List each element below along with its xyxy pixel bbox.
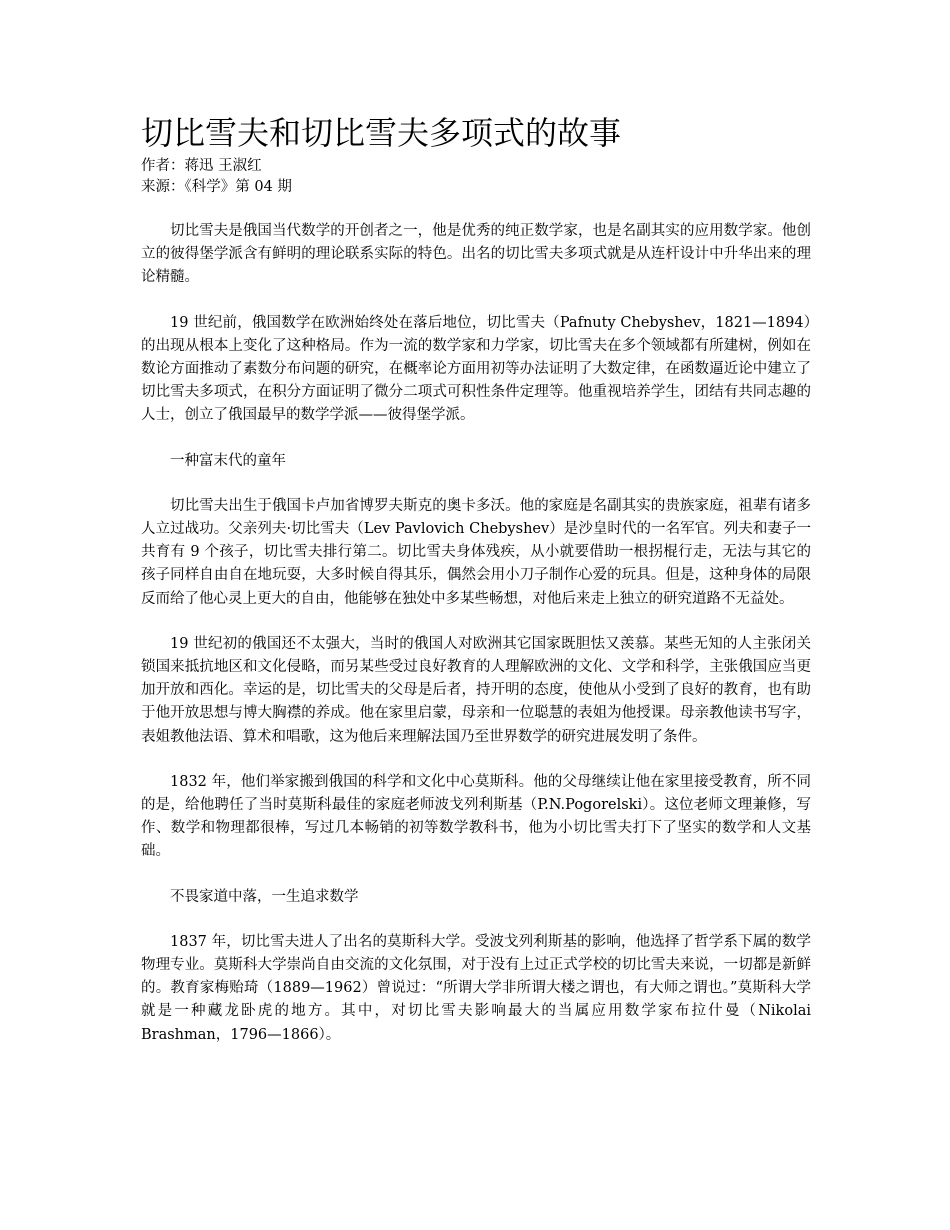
- paragraph-19th-century: 19 世纪前，俄国数学在欧洲始终处在落后地位，切比雪夫（Pafnuty Chebyshev，1821—1894）的出现从根本上变化了这种格局。作为一流的数学家和力学家，切比雪夫在多个领域都有所建树，例如在数论方面推动了素数分布问题的研究，在概率论方面用初等办法证明了大数定律，在函数逼近论中建立了切比雪夫多项式，在积分方面证明了微分二项式可积性条件定理等。他重视培养学生，团结有共同志趣的人士，创立了俄国最早的数学学派——彼得堡学派。: [141, 314, 811, 424]
- article-body: [141, 220, 811, 1047]
- article: [141, 112, 811, 1069]
- source-line: 来源：《科学》第 04 期: [141, 179, 292, 195]
- author-line: 作者：蒋迅 王淑红: [141, 158, 262, 174]
- paragraph-early-russia: 19 世纪初的俄国还不太强大，当时的俄国人对欧洲其它国家既胆怯又羡慕。某些无知的人主张闭关锁国来抵抗地区和文化侵略，而另某些受过良好教育的人理解欧洲的文化、文学和科学，主张俄国应当更加开放和西化。幸运的是，切比雪夫的父母是后者，持开明的态度，使他从小受到了良好的教育，也有助于他开放思想与博大胸襟的养成。他在家里启蒙，母亲和一位聪慧的表姐为他授课。母亲教他读书写字，表姐教他法语、算术和唱歌，这为他后来理解法国乃至世界数学的研究进展发明了条件。: [141, 635, 811, 745]
- article-title: 切比雪夫和切比雪夫多项式的故事: [141, 114, 622, 152]
- paragraph-university: 1837 年，切比雪夫进人了出名的莫斯科大学。受波戈列利斯基的影响，他选择了哲学系下属的数学物理专业。莫斯科大学崇尚自由交流的文化氛围，对于没有上过正式学校的切比雪夫来说，一切都是新鲜的。教育家梅贻琦（1889—1962）曾说过：“所谓大学非所谓大楼之谓也，有大师之谓也。”莫斯科大学就是一种藏龙卧虎的地方。其中，对切比雪夫影响最大的当属应用数学家布拉什曼（Nikolai Brashman，1796—1866）。: [141, 933, 811, 1043]
- paragraph-intro: 切比雪夫是俄国当代数学的开创者之一，他是优秀的纯正数学家，也是名副其实的应用数学家。他创立的彼得堡学派含有鲜明的理论联系实际的特色。出名的切比雪夫多项式就是从连杆设计中升华出来的理论精髓。: [141, 223, 811, 286]
- paragraph-moscow-move: 1832 年，他们举家搬到俄国的科学和文化中心莫斯科。他的父母继续让他在家里接受教育，所不同的是，给他聘任了当时莫斯科最佳的家庭老师波戈列利斯基（P.N.Pogorelski）。这位老师文理兼修，写作、数学和物理都很棒，写过几本畅销的初等数学教科书，他为小切比雪夫打下了坚实的数学和人文基础。: [141, 773, 811, 860]
- paragraph-birth: 切比雪夫出生于俄国卡卢加省博罗夫斯克的奥卡多沃。他的家庭是名副其实的贵族家庭，祖辈有诸多人立过战功。父亲列夫·切比雪夫（Lev Pavlovich Chebyshev）是沙皇时代的一名军官。列夫和妻子一共育有 9 个孩子，切比雪夫排行第二。切比雪夫身体残疾，从小就要借助一根拐棍行走，无法与其它的孩子同样自由自在地玩耍，大多时候自得其乐，偶然会用小刀子制作心爱的玩具。但是，这种身体的局限反而给了他心灵上更大的自由，他能够在独处中多某些畅想，对他后来走上独立的研究道路不无益处。: [141, 497, 811, 607]
- section-heading-childhood: 一种富末代的童年: [170, 452, 286, 469]
- section-heading-pursuit: 不畏家道中落，一生追求数学: [170, 888, 359, 905]
